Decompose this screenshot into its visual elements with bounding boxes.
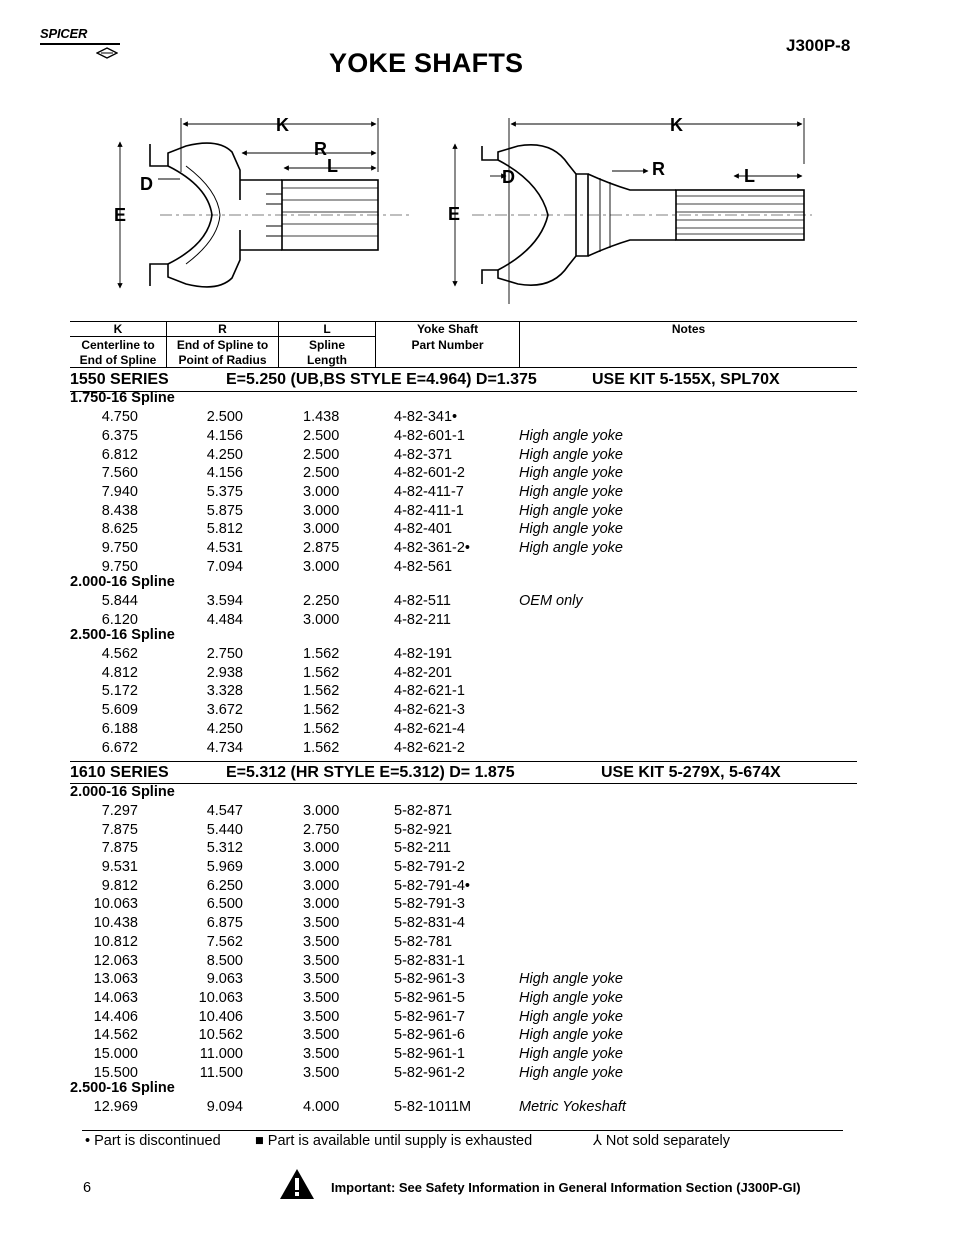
- header-col-notes: Notes: [671, 322, 706, 336]
- warning-triangle-icon: [279, 1168, 315, 1200]
- left-label-e: E: [114, 205, 127, 225]
- right-label-r: R: [652, 159, 665, 179]
- cell-part-number: 4-82-621-4: [394, 721, 465, 737]
- cell-k: 9.812: [101, 878, 138, 894]
- cell-part-number: 4-82-361-2•: [394, 540, 471, 556]
- series-header: [70, 369, 857, 392]
- table-row: [70, 840, 857, 859]
- series-spec: E=5.250 (UB,BS STYLE E=4.964) D=1.375: [226, 371, 537, 388]
- cell-k: 5.844: [101, 593, 138, 609]
- cell-l: 2.500: [303, 447, 340, 463]
- document-code: J300P-8: [786, 36, 851, 55]
- right-label-d: D: [502, 167, 515, 187]
- cell-r: 5.875: [206, 503, 243, 519]
- header-l-line2: Length: [307, 353, 347, 367]
- header-k-line2: End of Spline: [79, 353, 157, 367]
- cell-r: 4.156: [206, 465, 243, 481]
- cell-k: 7.875: [101, 822, 138, 838]
- legend-discontinued: • Part is discontinued: [85, 1133, 221, 1149]
- cell-l: 3.000: [303, 484, 340, 500]
- cell-r: 7.562: [206, 934, 243, 950]
- cell-part-number: 5-82-781: [394, 934, 453, 950]
- table-row: [70, 1065, 857, 1084]
- cell-k: 10.063: [93, 896, 138, 912]
- cell-l: 1.562: [303, 721, 340, 737]
- cell-part-number: 4-82-601-2: [394, 465, 465, 481]
- legend-supply-exhausted: ■ Part is available until supply is exhausted: [255, 1133, 533, 1149]
- cell-l: 3.000: [303, 878, 340, 894]
- cell-part-number: 4-82-341•: [394, 409, 458, 425]
- cell-part-number: 4-82-401: [394, 521, 453, 537]
- table-row: [70, 683, 857, 702]
- cell-part-number: 4-82-191: [394, 646, 453, 662]
- cell-l: 3.000: [303, 521, 340, 537]
- cell-k: 10.812: [93, 934, 138, 950]
- cell-k: 14.406: [93, 1009, 138, 1025]
- header-r-line1: End of Spline to: [176, 338, 269, 352]
- table-row: [70, 896, 857, 915]
- series-spec: E=5.312 (HR STYLE E=5.312) D= 1.875: [226, 764, 515, 781]
- table-row: [70, 721, 857, 740]
- cell-part-number: 5-82-791-3: [394, 896, 465, 912]
- table-row: [70, 559, 857, 578]
- table-row: [70, 878, 857, 897]
- table-row: [70, 521, 857, 540]
- header-pn-line1: Yoke Shaft: [416, 322, 479, 336]
- left-dimensions: [120, 118, 378, 288]
- spline-group-label: 2.500-16 Spline: [70, 627, 175, 643]
- cell-notes: High angle yoke: [519, 1065, 623, 1081]
- cell-part-number: 5-82-961-6: [394, 1027, 465, 1043]
- cell-r: 4.250: [206, 721, 243, 737]
- cell-r: 3.672: [206, 702, 243, 718]
- table-row: [70, 702, 857, 721]
- table-row: [70, 1099, 857, 1118]
- right-dimensions: [455, 118, 804, 304]
- cell-notes: High angle yoke: [519, 1027, 623, 1043]
- header-r-key: R: [167, 322, 278, 337]
- cell-r: 4.250: [206, 447, 243, 463]
- right-dimension-labels: [448, 115, 755, 224]
- cell-part-number: 4-82-411-7: [394, 484, 464, 500]
- cell-notes: High angle yoke: [519, 428, 623, 444]
- cell-part-number: 4-82-511: [394, 593, 451, 609]
- cell-l: 3.500: [303, 953, 340, 969]
- cell-r: 2.750: [206, 646, 243, 662]
- header-k-line1: Centerline to: [81, 338, 155, 352]
- cell-r: 4.484: [206, 612, 243, 628]
- header-l-key: L: [279, 322, 375, 337]
- cell-k: 5.609: [101, 702, 138, 718]
- cell-r: 7.094: [206, 559, 243, 575]
- cell-part-number: 4-82-621-1: [394, 683, 465, 699]
- cell-k: 10.438: [93, 915, 138, 931]
- cell-part-number: 4-82-561: [394, 559, 453, 575]
- cell-l: 3.000: [303, 503, 340, 519]
- cell-r: 11.000: [199, 1046, 243, 1062]
- cell-notes: High angle yoke: [519, 521, 623, 537]
- logo-underline: [40, 43, 120, 45]
- cell-part-number: 5-82-791-4•: [394, 878, 471, 894]
- table-row: [70, 409, 857, 428]
- cell-l: 3.500: [303, 1009, 340, 1025]
- table-row: [70, 915, 857, 934]
- cell-k: 6.120: [101, 612, 138, 628]
- cell-r: 5.812: [206, 521, 243, 537]
- cell-r: 5.375: [206, 484, 243, 500]
- cell-r: 10.406: [198, 1009, 243, 1025]
- cell-part-number: 5-82-921: [394, 822, 453, 838]
- cell-k: 6.375: [101, 428, 138, 444]
- header-col-r: [167, 322, 279, 368]
- cell-r: 5.440: [206, 822, 243, 838]
- cell-l: 3.500: [303, 990, 340, 1006]
- legend-divider: [82, 1130, 843, 1131]
- table-row: [70, 859, 857, 878]
- table-row: [70, 465, 857, 484]
- cell-k: 14.063: [93, 990, 138, 1006]
- table-row: [70, 822, 857, 841]
- cell-r: 5.312: [206, 840, 243, 856]
- header-r-line2: Point of Radius: [178, 353, 267, 367]
- left-yoke-drawing: [150, 143, 410, 287]
- cell-k: 7.875: [101, 840, 138, 856]
- table-row: [70, 428, 857, 447]
- cell-l: 3.000: [303, 803, 340, 819]
- cell-k: 9.531: [101, 859, 138, 875]
- cell-l: 3.000: [303, 896, 340, 912]
- table-row: [70, 1027, 857, 1046]
- header-col-part-number: [376, 322, 520, 368]
- table-row: [70, 593, 857, 612]
- cell-l: 3.500: [303, 1027, 340, 1043]
- cell-r: 9.094: [206, 1099, 243, 1115]
- cell-l: 2.875: [303, 540, 340, 556]
- cell-r: 5.969: [206, 859, 243, 875]
- cell-k: 9.750: [101, 559, 138, 575]
- cell-k: 15.500: [93, 1065, 138, 1081]
- safety-notice: Important: See Safety Information in General Information Section (J300P-GI): [331, 1180, 801, 1195]
- spline-group-label: 2.000-16 Spline: [70, 574, 175, 590]
- table-row: [70, 503, 857, 522]
- cell-l: 1.438: [303, 409, 340, 425]
- cell-r: 2.500: [206, 409, 243, 425]
- table-row: [70, 484, 857, 503]
- cell-k: 7.297: [101, 803, 138, 819]
- cell-part-number: 5-82-211: [394, 840, 451, 856]
- cell-r: 4.156: [206, 428, 243, 444]
- dana-diamond-icon: [96, 47, 118, 59]
- page-number: 6: [83, 1180, 92, 1196]
- series-name: 1550 SERIES: [70, 371, 169, 388]
- spicer-logo: [40, 26, 120, 62]
- cell-r: 8.500: [206, 953, 243, 969]
- cell-k: 6.672: [101, 740, 138, 756]
- cell-notes: High angle yoke: [519, 465, 623, 481]
- cell-part-number: 5-82-961-3: [394, 971, 465, 987]
- cell-l: 2.500: [303, 465, 340, 481]
- cell-k: 7.940: [101, 484, 138, 500]
- cell-l: 1.562: [303, 683, 340, 699]
- cell-part-number: 5-82-961-7: [394, 1009, 465, 1025]
- cell-l: 3.000: [303, 559, 340, 575]
- cell-r: 11.500: [199, 1065, 243, 1081]
- table-row: [70, 1009, 857, 1028]
- cell-r: 9.063: [206, 971, 243, 987]
- cell-part-number: 4-82-411-1: [394, 503, 464, 519]
- table-row: [70, 447, 857, 466]
- yoke-shaft-diagram: [100, 108, 830, 318]
- cell-part-number: 4-82-621-3: [394, 702, 465, 718]
- cell-r: 2.938: [206, 665, 243, 681]
- cell-part-number: 5-82-791-2: [394, 859, 465, 875]
- cell-r: 6.875: [206, 915, 243, 931]
- cell-part-number: 5-82-961-5: [394, 990, 465, 1006]
- cell-k: 9.750: [101, 540, 138, 556]
- table-row: [70, 540, 857, 559]
- cell-l: 3.000: [303, 612, 340, 628]
- cell-k: 14.562: [93, 1027, 138, 1043]
- cell-r: 10.562: [198, 1027, 243, 1043]
- cell-k: 12.969: [93, 1099, 138, 1115]
- cell-notes: High angle yoke: [519, 503, 623, 519]
- cell-notes: Metric Yokeshaft: [519, 1099, 626, 1115]
- cell-k: 12.063: [93, 953, 138, 969]
- series-name: 1610 SERIES: [70, 764, 169, 781]
- cell-k: 8.438: [101, 503, 138, 519]
- left-label-r: R: [314, 139, 327, 159]
- cell-r: 4.531: [206, 540, 243, 556]
- right-label-k: K: [670, 115, 683, 135]
- table-row: [70, 803, 857, 822]
- series-kit: USE KIT 5-279X, 5-674X: [601, 764, 781, 781]
- cell-l: 3.500: [303, 915, 340, 931]
- cell-k: 7.560: [101, 465, 138, 481]
- series-kit: USE KIT 5-155X, SPL70X: [592, 371, 780, 388]
- cell-k: 13.063: [93, 971, 138, 987]
- cell-part-number: 4-82-621-2: [394, 740, 465, 756]
- cell-r: 3.328: [206, 683, 243, 699]
- cell-l: 1.562: [303, 740, 340, 756]
- cell-notes: High angle yoke: [519, 971, 623, 987]
- cell-notes: High angle yoke: [519, 447, 623, 463]
- right-yoke-drawing: [472, 145, 812, 285]
- header-pn-line2: Part Number: [411, 338, 484, 352]
- cell-l: 1.562: [303, 665, 340, 681]
- series-header: [70, 761, 857, 784]
- cell-part-number: 5-82-961-2: [394, 1065, 465, 1081]
- legend-not-sold-separately: ⅄ Not sold separately: [593, 1133, 731, 1149]
- cell-part-number: 4-82-371: [394, 447, 453, 463]
- cell-l: 3.500: [303, 1065, 340, 1081]
- cell-l: 3.500: [303, 971, 340, 987]
- cell-l: 2.500: [303, 428, 340, 444]
- table-row: [70, 1046, 857, 1065]
- cell-l: 3.000: [303, 840, 340, 856]
- table-header: [70, 321, 857, 368]
- table-row: [70, 646, 857, 665]
- spline-group-label: 2.500-16 Spline: [70, 1080, 175, 1096]
- table-row: [70, 612, 857, 631]
- cell-notes: High angle yoke: [519, 484, 623, 500]
- cell-r: 6.500: [206, 896, 243, 912]
- cell-part-number: 5-82-1011M: [394, 1099, 472, 1115]
- spline-group-label: 1.750-16 Spline: [70, 390, 175, 406]
- cell-part-number: 5-82-831-4: [394, 915, 465, 931]
- cell-k: 4.750: [101, 409, 138, 425]
- cell-l: 2.250: [303, 593, 340, 609]
- table-row: [70, 953, 857, 972]
- table-row: [70, 934, 857, 953]
- cell-part-number: 4-82-211: [394, 612, 451, 628]
- left-label-l: L: [327, 156, 338, 176]
- left-dimension-labels: [114, 115, 338, 225]
- right-label-e: E: [448, 204, 461, 224]
- cell-k: 6.188: [101, 721, 138, 737]
- header-k-key: K: [70, 322, 166, 337]
- table-row: [70, 665, 857, 684]
- cell-notes: High angle yoke: [519, 990, 623, 1006]
- left-label-k: K: [276, 115, 289, 135]
- cell-k: 4.812: [101, 665, 138, 681]
- cell-l: 4.000: [303, 1099, 340, 1115]
- left-label-d: D: [140, 174, 153, 194]
- cell-part-number: 5-82-961-1: [394, 1046, 465, 1062]
- table-row: [70, 990, 857, 1009]
- page-title: YOKE SHAFTS: [329, 48, 524, 78]
- cell-r: 6.250: [206, 878, 243, 894]
- cell-l: 3.000: [303, 859, 340, 875]
- cell-k: 4.562: [101, 646, 138, 662]
- header-l-line1: Spline: [308, 338, 345, 352]
- cell-k: 8.625: [101, 521, 138, 537]
- cell-l: 3.500: [303, 1046, 340, 1062]
- cell-r: 4.547: [206, 803, 243, 819]
- brand-name: SPICER: [40, 26, 88, 41]
- cell-l: 3.500: [303, 934, 340, 950]
- cell-l: 1.562: [303, 702, 340, 718]
- cell-part-number: 5-82-831-1: [394, 953, 465, 969]
- cell-r: 10.063: [198, 990, 243, 1006]
- header-col-k: [70, 322, 167, 368]
- cell-part-number: 5-82-871: [394, 803, 453, 819]
- cell-l: 2.750: [303, 822, 340, 838]
- cell-notes: High angle yoke: [519, 540, 623, 556]
- cell-notes: High angle yoke: [519, 1046, 623, 1062]
- table-row: [70, 971, 857, 990]
- cell-r: 4.734: [206, 740, 243, 756]
- cell-r: 3.594: [206, 593, 243, 609]
- table-row: [70, 740, 857, 759]
- spline-group-label: 2.000-16 Spline: [70, 784, 175, 800]
- right-label-l: L: [744, 166, 755, 186]
- cell-notes: High angle yoke: [519, 1009, 623, 1025]
- cell-k: 5.172: [101, 683, 138, 699]
- cell-k: 15.000: [93, 1046, 138, 1062]
- cell-notes: OEM only: [519, 593, 583, 609]
- header-col-l: [279, 322, 376, 368]
- cell-l: 1.562: [303, 646, 340, 662]
- cell-part-number: 4-82-601-1: [394, 428, 465, 444]
- cell-part-number: 4-82-201: [394, 665, 453, 681]
- cell-k: 6.812: [101, 447, 138, 463]
